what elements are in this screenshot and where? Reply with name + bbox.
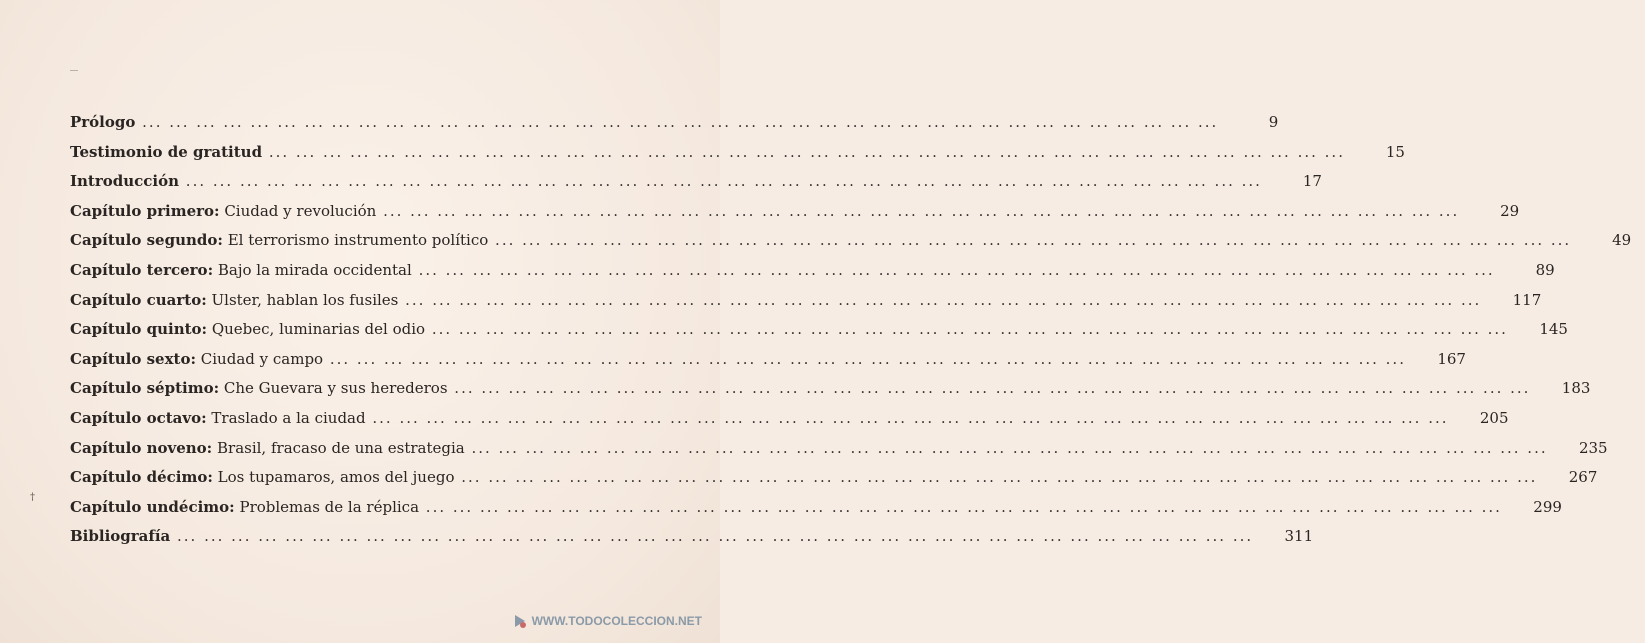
toc-title: Ulster, hablan los fusiles	[206, 290, 399, 309]
toc-entry	[70, 197, 1459, 227]
dot-leader: ... ... ... ... ... ... ... ... ... ... ... ... ... ... ... ... ... ... ... ... ... ... ... ... ... ... ... ... ... ... ... ... ... ... ... ... ... ... ... ...	[179, 172, 1262, 191]
toc-entry	[70, 522, 1253, 552]
toc-heading: Introducción	[70, 172, 180, 191]
toc-row	[70, 374, 1591, 404]
watermark-text: WWW.TODOCOLECCION.NET	[531, 614, 702, 628]
toc-entry	[70, 286, 1481, 316]
dot-leader: ... ... ... ... ... ... ... ... ... ... ... ... ... ... ... ... ... ... ... ... ... ... ... ... ... ... ... ... ... ... ... ... ... ... ... ... ... ... ... ...	[398, 290, 1482, 309]
toc-page-number: 167	[1437, 349, 1466, 368]
toc-row	[70, 404, 1509, 434]
toc-heading: Testimonio de gratitud	[70, 142, 263, 161]
dot-leader: ... ... ... ... ... ... ... ... ... ... ... ... ... ... ... ... ... ... ... ... ... ... ... ... ... ... ... ... ... ... ... ... ... ... ... ... ... ... ... ...	[454, 468, 1538, 487]
toc-row	[70, 167, 1322, 197]
dot-leader: ... ... ... ... ... ... ... ... ... ... ... ... ... ... ... ... ... ... ... ... ... ... ... ... ... ... ... ... ... ... ... ... ... ... ... ... ... ... ... ...	[365, 408, 1449, 427]
toc-entry	[70, 463, 1537, 493]
toc-page-number: 9	[1268, 113, 1279, 131]
toc-page-number: 205	[1479, 408, 1509, 427]
toc-entry	[70, 256, 1495, 286]
toc-entry	[70, 167, 1262, 197]
toc-page-number: 299	[1533, 497, 1562, 516]
margin-mark: †	[30, 492, 35, 503]
toc-page-number: 267	[1568, 468, 1598, 487]
toc-page-number: 29	[1500, 201, 1520, 220]
toc-heading: Capítulo cuarto:	[70, 290, 207, 309]
toc-heading: Bibliografía	[70, 527, 171, 546]
table-of-contents	[70, 108, 1632, 552]
toc-heading: Prólogo	[70, 113, 136, 131]
dot-leader: ... ... ... ... ... ... ... ... ... ... ... ... ... ... ... ... ... ... ... ... ... ... ... ... ... ... ... ... ... ... ... ... ... ... ... ... ... ... ... ...	[323, 349, 1406, 368]
toc-heading: Capítulo undécimo:	[70, 497, 235, 516]
toc-row	[70, 434, 1608, 464]
toc-row	[70, 345, 1466, 375]
dot-leader: ... ... ... ... ... ... ... ... ... ... ... ... ... ... ... ... ... ... ... ... ... ... ... ... ... ... ... ... ... ... ... ... ... ... ... ... ... ... ... ...	[135, 113, 1219, 131]
toc-heading: Capítulo quinto:	[70, 320, 208, 339]
toc-row	[70, 522, 1314, 552]
toc-heading: Capítulo primero:	[70, 201, 220, 220]
toc-title: Ciudad y revolución	[219, 201, 377, 220]
toc-title: Ciudad y campo	[196, 349, 324, 368]
toc-row	[70, 493, 1562, 523]
page-mark	[70, 70, 78, 71]
toc-page-number: 15	[1385, 142, 1405, 161]
dot-leader: ... ... ... ... ... ... ... ... ... ... ... ... ... ... ... ... ... ... ... ... ... ... ... ... ... ... ... ... ... ... ... ... ... ... ... ... ... ... ... ...	[170, 527, 1254, 546]
toc-row	[70, 315, 1568, 345]
dot-leader: ... ... ... ... ... ... ... ... ... ... ... ... ... ... ... ... ... ... ... ... ... ... ... ... ... ... ... ... ... ... ... ... ... ... ... ... ... ... ... ...	[411, 260, 1495, 279]
toc-heading: Capítulo séptimo:	[70, 379, 220, 398]
toc-entry	[70, 345, 1406, 375]
toc-title: Los tupamaros, amos del juego	[212, 468, 455, 487]
toc-heading: Capítulo octavo:	[70, 408, 207, 427]
toc-page-number: 117	[1512, 290, 1542, 309]
toc-title: Che Guevara y sus herederos	[219, 379, 448, 398]
toc-page-number: 183	[1561, 379, 1591, 398]
toc-page-number: 145	[1539, 320, 1568, 339]
toc-row	[70, 197, 1520, 227]
toc-entry	[70, 226, 1571, 256]
toc-row	[70, 286, 1542, 316]
toc-entry	[70, 138, 1345, 168]
toc-entry	[70, 374, 1530, 404]
toc-row	[70, 108, 1279, 138]
watermark	[512, 613, 702, 629]
toc-row	[70, 256, 1555, 286]
toc-title: Problemas de la réplica	[234, 497, 420, 516]
toc-row	[70, 138, 1405, 168]
toc-page-number: 235	[1578, 438, 1608, 457]
dot-leader: ... ... ... ... ... ... ... ... ... ... ... ... ... ... ... ... ... ... ... ... ... ... ... ... ... ... ... ... ... ... ... ... ... ... ... ... ... ... ... ...	[447, 379, 1531, 398]
dot-leader: ... ... ... ... ... ... ... ... ... ... ... ... ... ... ... ... ... ... ... ... ... ... ... ... ... ... ... ... ... ... ... ... ... ... ... ... ... ... ... ...	[376, 201, 1460, 220]
dot-leader: ... ... ... ... ... ... ... ... ... ... ... ... ... ... ... ... ... ... ... ... ... ... ... ... ... ... ... ... ... ... ... ... ... ... ... ... ... ... ... ...	[488, 231, 1572, 250]
toc-heading: Capítulo sexto:	[70, 349, 197, 368]
toc-heading: Capítulo noveno:	[70, 438, 213, 457]
dot-leader: ... ... ... ... ... ... ... ... ... ... ... ... ... ... ... ... ... ... ... ... ... ... ... ... ... ... ... ... ... ... ... ... ... ... ... ... ... ... ... ...	[419, 497, 1502, 516]
toc-heading: Capítulo tercero:	[70, 260, 214, 279]
toc-entry	[70, 493, 1502, 523]
toc-page-number: 89	[1535, 260, 1555, 279]
toc-heading: Capítulo segundo:	[70, 231, 223, 250]
toc-title: Quebec, luminarias del odio	[207, 320, 426, 339]
toc-title: Bajo la mirada occidental	[213, 260, 412, 279]
toc-entry	[70, 404, 1449, 434]
watermark-logo-icon	[512, 613, 528, 629]
toc-page-number: 311	[1284, 527, 1314, 546]
toc-title: Brasil, fracaso de una estrategia	[212, 438, 465, 457]
toc-title: El terrorismo instrumento político	[222, 231, 489, 250]
toc-row	[70, 463, 1598, 493]
toc-page-number: 17	[1302, 172, 1322, 191]
toc-title: Traslado a la ciudad	[206, 408, 366, 427]
dot-leader: ... ... ... ... ... ... ... ... ... ... ... ... ... ... ... ... ... ... ... ... ... ... ... ... ... ... ... ... ... ... ... ... ... ... ... ... ... ... ... ...	[425, 320, 1508, 339]
toc-entry	[70, 434, 1548, 464]
toc-entry	[70, 315, 1508, 345]
dot-leader: ... ... ... ... ... ... ... ... ... ... ... ... ... ... ... ... ... ... ... ... ... ... ... ... ... ... ... ... ... ... ... ... ... ... ... ... ... ... ... ...	[464, 438, 1548, 457]
toc-heading: Capítulo décimo:	[70, 468, 213, 487]
toc-row	[70, 226, 1632, 256]
dot-leader: ... ... ... ... ... ... ... ... ... ... ... ... ... ... ... ... ... ... ... ... ... ... ... ... ... ... ... ... ... ... ... ... ... ... ... ... ... ... ... ...	[262, 142, 1345, 161]
toc-page-number: 49	[1612, 231, 1632, 250]
toc-entry	[70, 108, 1218, 138]
